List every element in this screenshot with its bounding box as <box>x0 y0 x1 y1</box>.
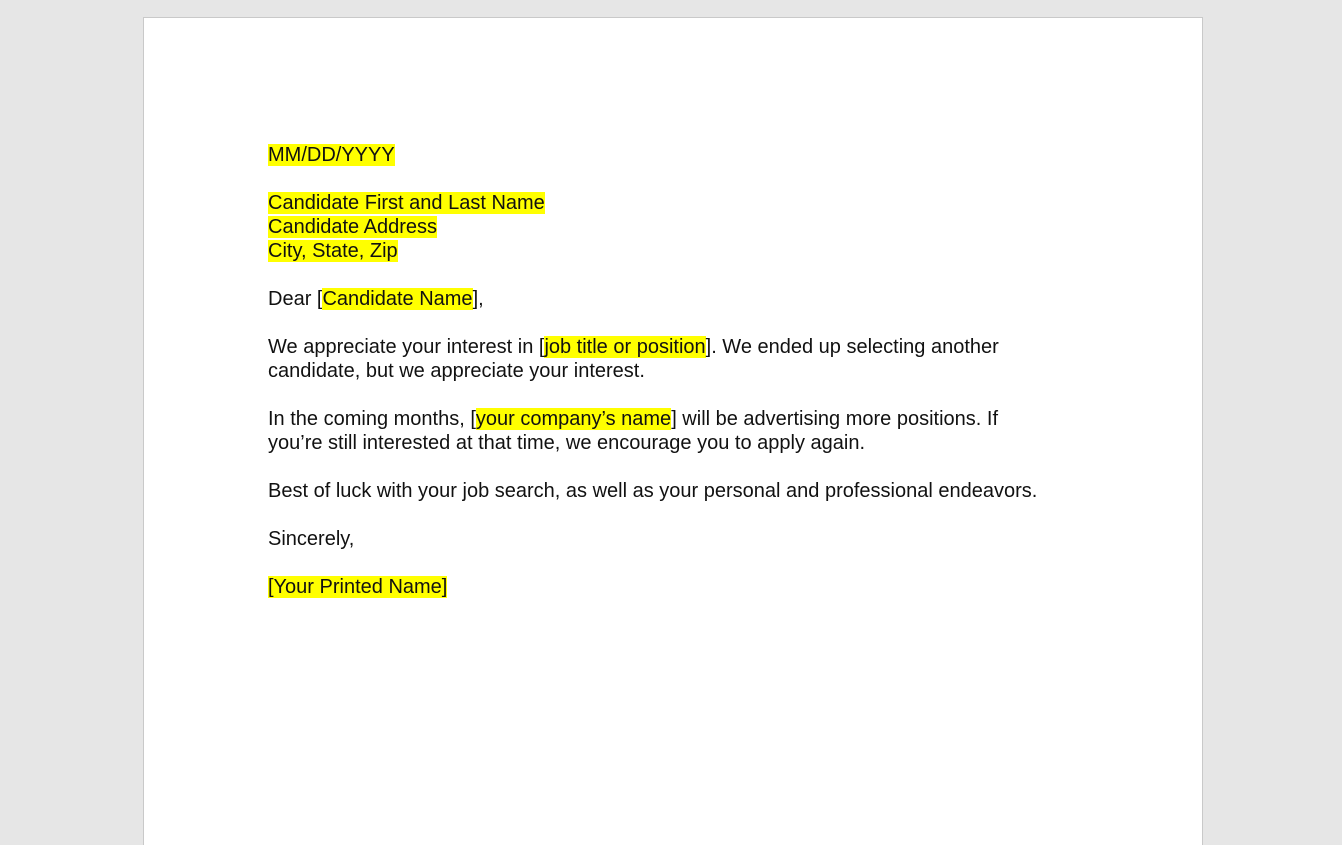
paragraph3: Best of luck with your job search, as well as your personal and professional endeavors. <box>268 480 1038 502</box>
paragraph2-before: In the coming months, [ <box>268 408 476 430</box>
salutation-prefix: Dear [ <box>268 288 323 310</box>
closing-line: Sincerely, <box>268 528 355 550</box>
paragraph1-line2: candidate, but we appreciate your interest. <box>268 360 645 382</box>
paragraph2-line2: you’re still interested at that time, we encourage you to apply again. <box>268 432 866 454</box>
letter-body <box>268 143 1088 599</box>
paragraph2-after: ] will be advertising more positions. If <box>671 408 998 430</box>
paragraph1-before: We appreciate your interest in [ <box>268 336 545 358</box>
spacer <box>268 383 1088 407</box>
spacer <box>268 503 1088 527</box>
salutation-line <box>268 287 1088 311</box>
signature-placeholder: [Your Printed Name] <box>268 576 448 598</box>
spacer <box>268 455 1088 479</box>
job-title-placeholder: job title or position <box>544 336 706 358</box>
spacer <box>268 311 1088 335</box>
recipient-name-line <box>268 191 1088 215</box>
paragraph2-line1 <box>268 407 1088 431</box>
salutation-candidate-placeholder: Candidate Name <box>322 288 473 310</box>
date-line <box>268 143 1088 167</box>
spacer <box>268 263 1088 287</box>
recipient-address-line <box>268 215 1088 239</box>
paragraph1-after: ]. We ended up selecting another <box>705 336 999 358</box>
recipient-name-placeholder: Candidate First and Last Name <box>268 192 545 214</box>
signature-line <box>268 575 1088 599</box>
paragraph1-line1 <box>268 335 1088 359</box>
document-page[interactable] <box>143 17 1203 845</box>
recipient-city-placeholder: City, State, Zip <box>268 240 398 262</box>
spacer <box>268 551 1088 575</box>
salutation-suffix: ], <box>472 288 484 310</box>
company-name-placeholder: your company’s name <box>475 408 672 430</box>
recipient-city-line <box>268 239 1088 263</box>
date-placeholder: MM/DD/YYYY <box>268 144 395 166</box>
spacer <box>268 167 1088 191</box>
recipient-address-placeholder: Candidate Address <box>268 216 438 238</box>
